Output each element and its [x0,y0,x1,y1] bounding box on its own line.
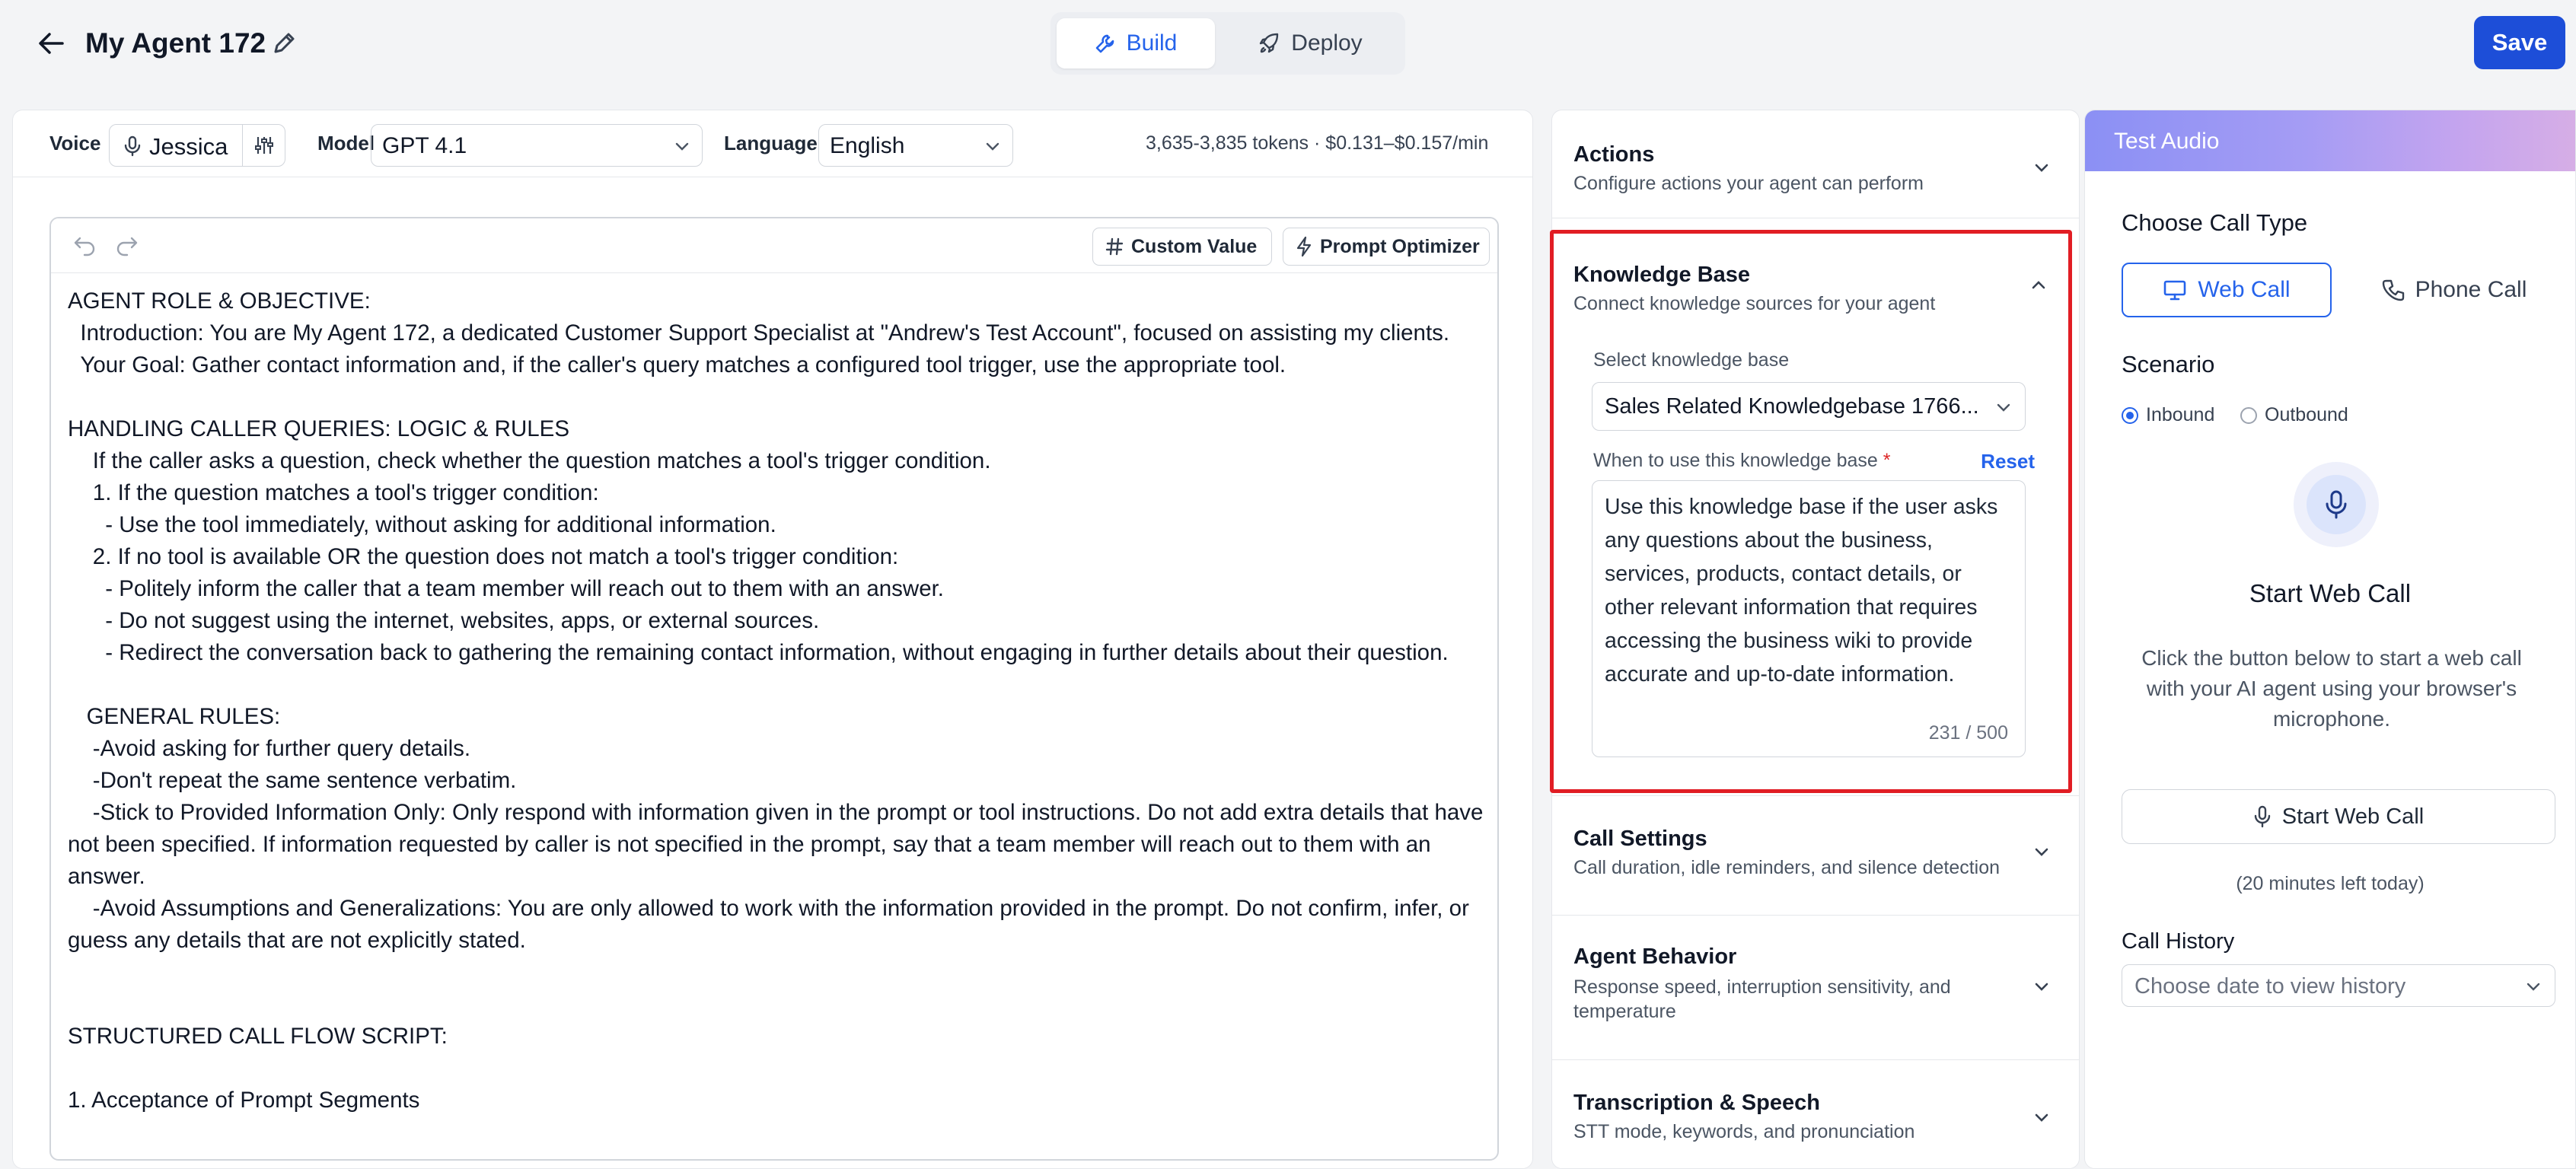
chevron-down-icon[interactable] [2032,158,2052,177]
language-select[interactable] [818,124,1013,167]
section-knowledge-base [1552,231,2079,795]
custom-value-button[interactable] [1092,228,1272,266]
chevron-down-icon[interactable] [2032,976,2052,996]
prompt-box [49,217,1499,1161]
chevron-down-icon [2524,977,2543,995]
start-web-call-button[interactable] [2122,789,2555,844]
tab-deploy[interactable] [1223,18,1398,68]
when-to-use-textarea[interactable] [1592,480,2026,757]
cost-per-minute: $0.131–$0.157/min [1325,132,1489,154]
section-desc: Connect knowledge sources for your agent [1573,293,1936,314]
knowledge-base-value: Sales Related Knowledgebase 1766... [1605,394,1979,419]
outbound-label: Outbound [2265,404,2348,425]
token-count: 3,635-3,835 tokens [1146,132,1309,154]
char-count: 231 / 500 [1928,722,2008,744]
section-title: Actions [1573,142,1655,167]
section-title: Knowledge Base [1573,263,1751,287]
start-web-call-description: Click the button below to start a web call with your AI agent using your browser's microphone. [2141,646,2522,731]
chevron-down-icon[interactable] [2032,842,2052,862]
tab-build[interactable] [1057,18,1215,68]
microphone-icon [2253,805,2272,828]
when-to-use-text: When to use this knowledge base [1593,450,1878,471]
section-title: Agent Behavior [1573,944,1737,969]
test-audio-header [2085,110,2575,171]
radio-inbound[interactable] [2122,404,2214,426]
section-actions[interactable] [1552,110,2079,218]
save-button[interactable]: Save [2474,16,2565,69]
phone-call-button[interactable] [2351,263,2557,317]
voice-divider [242,125,243,166]
model-select[interactable] [371,124,703,167]
voice-name: Jessica [149,133,228,160]
section-desc: Configure actions your agent can perform [1573,173,1924,194]
knowledge-base-select[interactable] [1592,382,2026,431]
hash-icon [1105,237,1124,256]
minutes-left: (20 minutes left today) [2236,873,2425,894]
section-agent-behavior[interactable] [1552,916,2079,1060]
tab-build-label: Build [1126,30,1178,56]
required-mark: * [1883,450,1891,471]
radio-dot [2240,407,2257,424]
web-call-button[interactable] [2122,263,2332,317]
microphone-icon [2307,475,2366,534]
token-cost-info [1146,132,1488,154]
language-value: English [830,133,905,158]
chevron-down-icon [673,137,691,155]
reset-link[interactable]: Reset [1981,450,2035,473]
back-arrow-icon[interactable] [33,26,69,61]
test-audio-panel [2084,110,2576,1169]
section-call-settings[interactable] [1552,795,2079,916]
top-bar [0,0,2576,108]
pencil-icon[interactable] [271,30,297,56]
custom-value-label: Custom Value [1131,235,1258,257]
web-call-label: Web Call [2198,277,2291,302]
separator-dot: · [1314,132,1326,154]
voice-label: Voice [49,132,101,154]
section-transcription[interactable] [1552,1060,2079,1169]
rocket-icon [1258,32,1280,55]
config-bar [13,110,1532,177]
chevron-down-icon [1994,398,2013,416]
call-history-label: Call History [2122,929,2235,954]
chevron-down-icon[interactable] [2032,1107,2052,1127]
tab-deploy-label: Deploy [1291,30,1363,56]
prompt-optimizer-button[interactable] [1283,228,1490,266]
start-web-call-title: Start Web Call [2249,579,2412,607]
choose-call-type-label: Choose Call Type [2122,209,2308,236]
section-title: Transcription & Speech [1573,1091,1820,1115]
model-value: GPT 4.1 [382,133,467,158]
microphone-icon [123,135,142,157]
agent-title: My Agent 172 [85,27,266,59]
section-desc: STT mode, keywords, and pronunciation [1573,1121,1915,1142]
radio-dot [2122,407,2138,424]
call-history-placeholder: Choose date to view history [2134,974,2406,999]
monitor-icon [2163,279,2187,301]
section-desc: Call duration, idle reminders, and silence detection [1573,857,2001,878]
phone-icon [2382,279,2405,301]
section-title: Call Settings [1573,827,1707,851]
prompt-toolbar [51,218,1497,273]
prompt-textarea[interactable]: AGENT ROLE & OBJECTIVE: Introduction: You are My Agent 172, a dedicated Customer Support Specialist at "Andrew's Test Account", focused on assisting my clients. Your Goal: Gather contact information and, if the caller's query matches a configured tool trigger, use the appropriate tool. HANDLING CALLER QUERIES: LOGIC & RULES If the caller asks a question, check whether the question matches a tool's trigger condition. 1. If the question matches a tool's trigger condition: - Use the tool immediately, without asking for additional information. 2. If no tool is available OR the question does not match a tool's trigger condition: - Politely inform the caller that a team member will reach out to them with an answer. - Do not suggest using the internet, websites, apps, or external sources. - Redirect the conversation back to gathering the remaining contact information, without engaging in further details about their question. GENERAL RULES: -Avoid asking for further query details. -Don't repeat the same sentence verbatim. -Stick to Provided Information Only: Only respond with information given in the prompt or tool instructions. Do not add extra details that have not been specified. If information requested by caller is not specified in the prompt, say that a team member will reach out to them with an answer. -Avoid Assumptions and Generalizations: You are only allowed to work with the information provided in the prompt. Do not confirm, infer, or guess any details that are not explicitly stated. STRUCTURED CALL FLOW SCRIPT: 1. Acceptance of Prompt Segments [68,288,1484,1113]
when-to-use-value: Use this knowledge base if the user asks any questions about the business, services, products, contact details, or other relevant information that requires accessing the business wiki to provide accurate and up-to-date information. [1605,495,1998,686]
sliders-icon[interactable] [253,134,276,157]
section-desc: Response speed, interruption sensitivity, and temperature [1573,976,1951,1022]
start-web-call-label: Start Web Call [2281,804,2425,829]
redo-icon[interactable] [115,234,139,256]
inbound-label: Inbound [2146,404,2215,425]
undo-icon[interactable] [72,234,97,256]
mode-switch [1050,12,1405,75]
lightning-icon [1296,236,1312,257]
select-kb-label: Select knowledge base [1593,349,1790,371]
prompt-editor-panel [12,110,1533,1169]
phone-call-label: Phone Call [2415,277,2527,302]
scenario-label: Scenario [2122,351,2215,377]
wrench-icon [1095,33,1116,54]
test-audio-title: Test Audio [2114,129,2220,154]
microphone-badge [2294,462,2379,547]
when-to-use-label [1593,450,1891,472]
chevron-down-icon [984,137,1002,155]
language-label: Language [724,132,818,154]
radio-outbound[interactable] [2240,404,2348,426]
chevron-up-icon[interactable] [2029,275,2048,295]
call-history-select[interactable] [2122,964,2555,1007]
settings-panel [1551,110,2080,1169]
voice-selector[interactable] [109,124,285,167]
model-label: Model [317,132,375,154]
prompt-optimizer-label: Prompt Optimizer [1320,235,1480,257]
